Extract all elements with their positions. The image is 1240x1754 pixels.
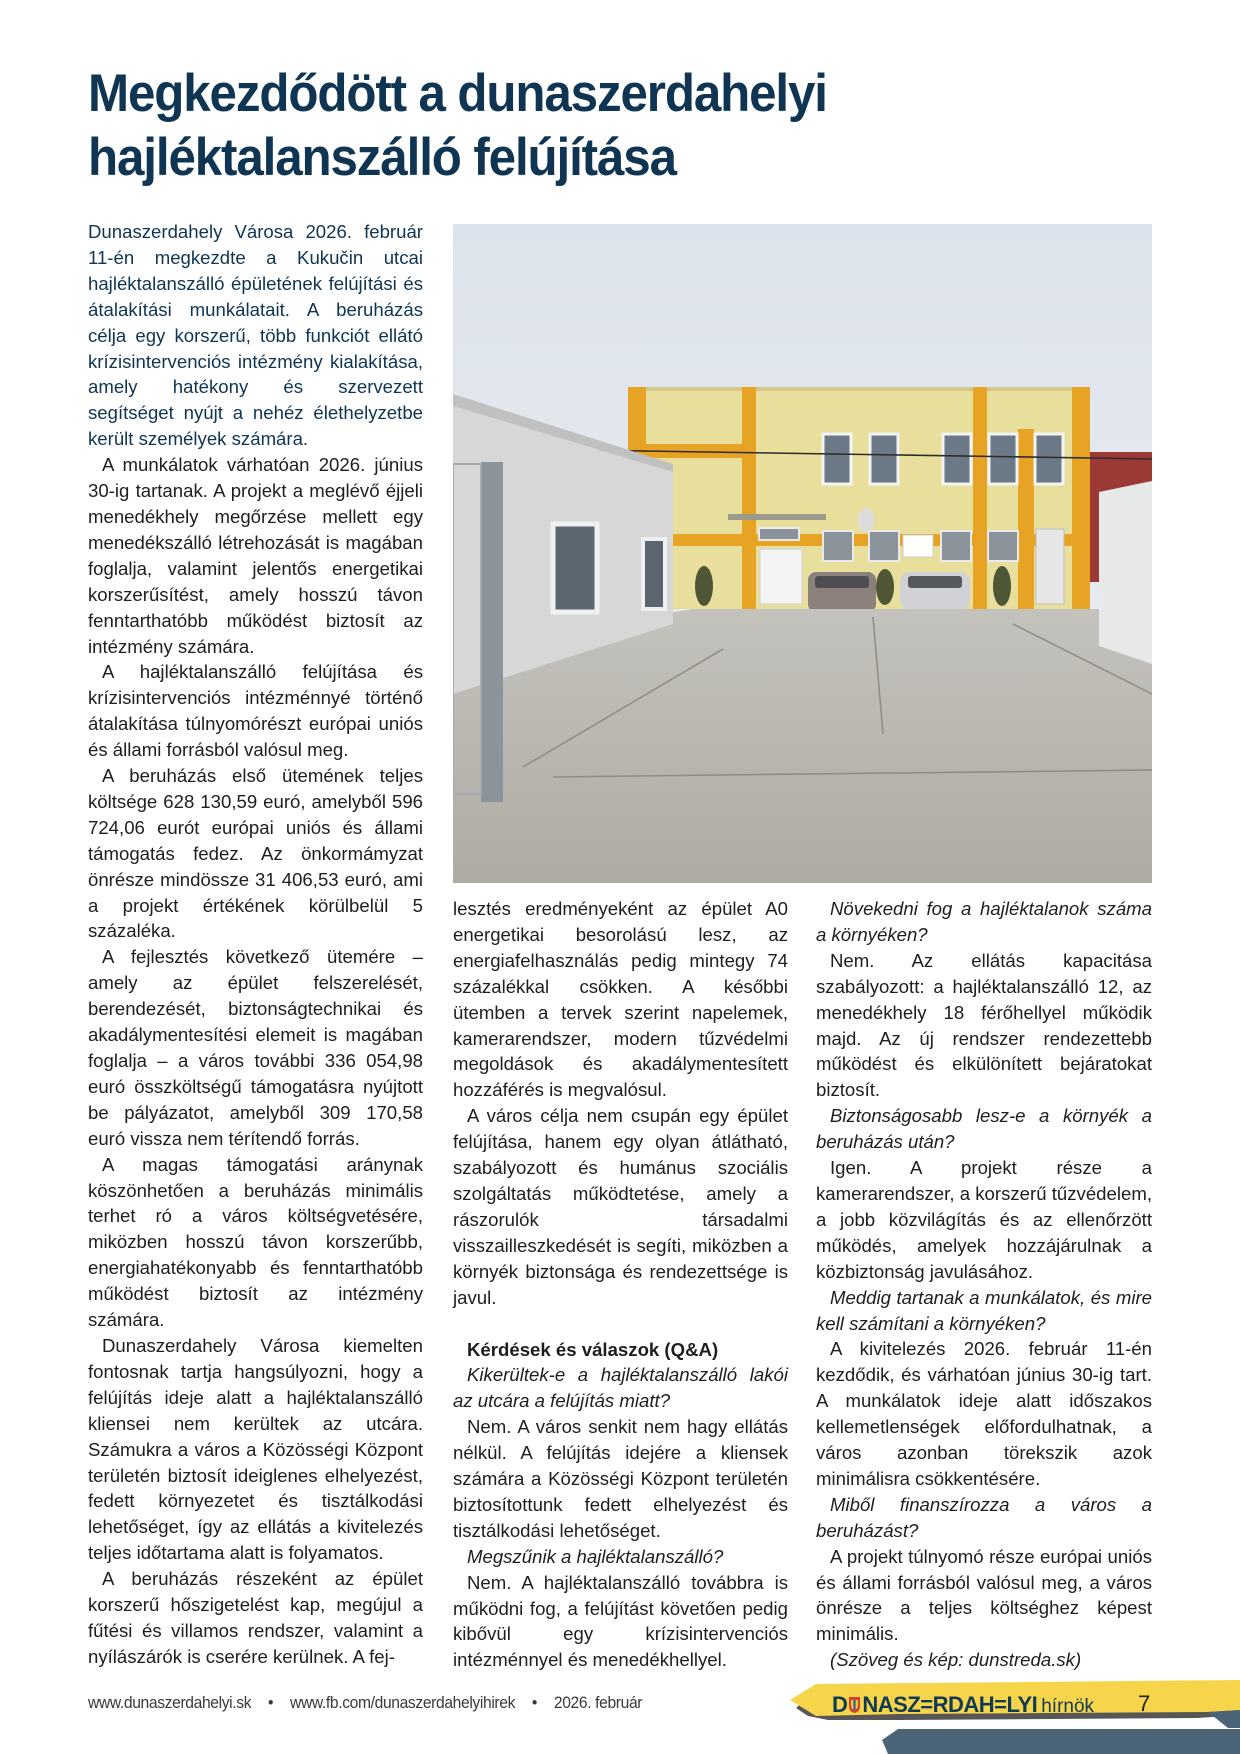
page-number: 7 [1138,1691,1151,1716]
headline-line-1: Megkezdődött a dunaszerdahelyi [88,64,827,123]
body-paragraph: A város célja nem csupán egy épület felújítása, hanem egy olyan átlátható, szabályozott és humánus szociális szolgáltatás működtetése, amely a rászorulók társadalmi visszailleszkedését is segíti, miközben a környék biztonsága és rendezettsége is javul. [453,1105,788,1308]
publication-logo [832,1692,1094,1718]
qa-question: Meddig tartanak a munkálatok, és mire kell számítani a környéken? [816,1286,1152,1334]
footer-issue-date: 2026. február [553,1693,643,1712]
qa-answer: Igen. A projekt része a kamerarendszer, a korszerű tűzvédelem, a jobb közvilágítás és az ellenőrzött működés, amelyek hozzájárulnak a közbiztonság javulásához. [816,1157,1152,1282]
text-column-2 [453,896,788,1673]
qa-answer: Nem. A város senkit nem hagy ellátás nélkül. A felújítás idejére a kliensek számára a Közösségi Központ területén biztosítottunk fedett elhelyezést és tisztálkodási lehetőséget. [453,1416,788,1541]
body-paragraph: A hajléktalanszálló felújítása és krízisintervenciós intézménnyé történő átalakítása túlnyomórészt európai uniós és állami forrásból valósul meg. [88,661,423,761]
logo-subtitle: hírnök [1041,1696,1095,1717]
qa-question: Miből finanszírozza a város a beruházást? [816,1493,1152,1541]
footer-website-link[interactable]: www.dunaszerdahelyi.sk [88,1693,252,1712]
body-paragraph: A beruházás első ütemének teljes költsége 628 130,59 euró, amelyből 596 724,06 eurót európai uniós és állami támogatás fedez. Az önkormámyzat önrésze mindössze 31 406,53 euró, ami a projekt értékének körülbelül 5 százaléka. [88,765,423,942]
qa-question: Kikerültek-e a hajléktalanszálló lakói az utcára a felújítás miatt? [453,1364,788,1412]
body-paragraph: A munkálatok várhatóan 2026. június 30-ig tartanak. A projekt a meglévő éjjeli menedékhely megőrzése mellett egy menedékszálló létrehozását is magában foglalja, valamint jelentős energetikai korszerűsítést, amely hosszú távon fenntarthatóbb működést biztosít az intézmény számára. [88,454,423,657]
qa-answer: A kivitelezés 2026. február 11-én kezdődik, és várhatóan június 30-ig tart. A munkálatok ideje alatt időszakos kellemetlenségek előfordulhatnak, a város azonban törekszik azok minimálisra csökkentésére. [816,1338,1152,1489]
photo-credit: (Szöveg és kép: dunstreda.sk) [830,1649,1082,1671]
footer-separator: • [531,1693,538,1712]
headline-line-2: hajléktalanszálló felújítása [88,128,676,187]
footer-info [88,1693,642,1713]
qa-answer: Nem. A hajléktalanszálló továbbra is működni fog, a felújítást követően pedig kibővül egy krízisintervenciós intézménnyel és menedékhellyel. [453,1571,788,1671]
body-paragraph: A magas támogatási aránynak köszönhetően a beruházás minimális terhet ró a város költségvetésére, miközben hosszú távon korszerűbb, energiahatékonyabb és fenntarthatóbb működést biztosít az intézmény számára. [88,1153,423,1331]
article-headline [88,62,925,190]
body-paragraph: A fejlesztés következő ütemére – amely az épület felszerelését, berendezését, biztonságtechnikai és akadálymentesítési elemeit is magában foglalja – a város további 336 054,98 euró összköltségű támogatásra nyújtott be pályázatot, amelyből 309 170,58 euró vissza nem térítendő forrás. [88,946,423,1149]
qa-question: Biztonságosabb lesz-e a környék a beruházás után? [816,1105,1152,1153]
body-paragraph: Dunaszerdahely Városa kiemelten fontosnak tartja hangsúlyozni, hogy a felújítás ideje alatt a hajléktalanszálló kliensei nem kerültek az utcára. Számukra a város a Közösségi Központ területén biztosít ideiglenes elhelyezést, fedett környezetet és tisztálkodási lehetőséget, így az ellátás a kivitelezés teljes időtartama alatt is folyamatos. [88,1334,423,1564]
qa-question: Növekedni fog a hajléktalanok száma a környéken? [816,898,1152,945]
logo-letter-d: D [832,1692,848,1717]
footer-facebook-link[interactable]: www.fb.com/dunaszerdahelyihirek [290,1693,516,1712]
text-column-3 [816,896,1152,1673]
qa-question: Megszűnik a hajléktalanszálló? [467,1545,724,1567]
body-paragraph-continued: lesztés eredményeként az épület A0 energetikai besorolású lesz, az energiafelhasználás pedig mintegy 74 százalékkal csökken. A későbbi ütemben a tervek szerint napelemek, kamerarendszer, modern tűzvédelmi megoldások és akadálymentesített hozzáférés is megvalósul. [453,898,788,1101]
crest-icon [848,1696,861,1714]
footer-separator: • [268,1693,274,1712]
body-paragraph: A beruházás részeként az épület korszerű hőszigetelést kap, megújul a fűtési és villamos rendszer, valamint a nyílászárók is cserére kerülnek. A fej- [88,1568,423,1667]
article-photo [453,224,1152,883]
text-column-1 [88,219,423,1670]
logo-wordmark: NASZ=RDAH=LYI [862,1692,1038,1717]
qa-answer: Nem. Az ellátás kapacitása szabályozott: a hajléktalanszálló 12, az menedékhely 18 férőhellyel működik majd. Az új rendszer rendezettebb működést és elkülönített bejáratokat biztosít. [816,949,1152,1101]
building-photo-illustration [453,224,1152,883]
qa-answer: A projekt túlnyomó része európai uniós és állami forrásból valósul meg, a város önrésze a teljes költséghez képest minimális. [816,1545,1152,1645]
qa-heading: Kérdések és válaszok (Q&A) [467,1338,719,1360]
lead-paragraph: Dunaszerdahely Városa 2026. február 11-én megkezdte a Kukučin utcai hajléktalanszálló épületének felújítási és átalakítási munkálatait. A beruházás célja egy korszerű, több funkciót ellátó krízisintervenciós intézmény kialakítása, amely hatékony és szervezett segítséget nyújt a nehéz élethelyzetbe került személyek számára. [88,221,423,450]
